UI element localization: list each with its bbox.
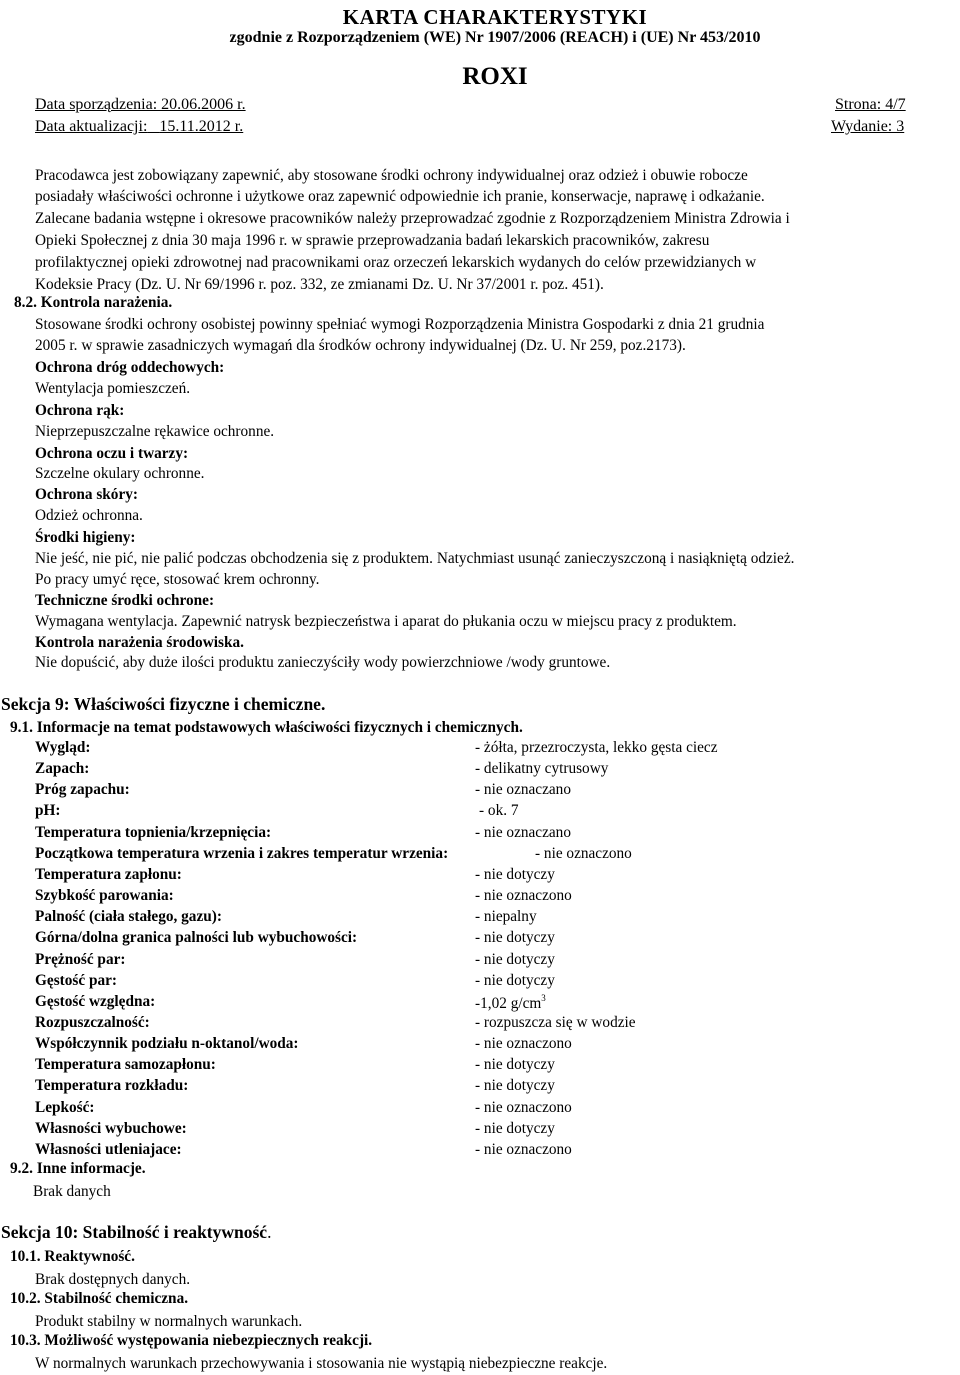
- hygiene-heading: Środki higieny:: [35, 529, 136, 546]
- created-date: Data sporządzenia: 20.06.2006 r.: [35, 96, 246, 113]
- section-9-2-text: Brak danych: [33, 1183, 111, 1200]
- property-label: Górna/dolna granica palności lub wybuchowości:: [35, 929, 358, 946]
- property-label: Palność (ciała stałego, gazu):: [35, 908, 222, 925]
- property-value: [535, 845, 632, 863]
- property-label: Temperatura topnienia/krzepnięcia:: [35, 824, 272, 841]
- control-text-1: Stosowane środki ochrony osobistej powinny spełniać wymogi Rozporządzenia Ministra Gospodarki z dnia 21 grudnia: [35, 316, 765, 333]
- hands-heading: Ochrona rąk:: [35, 402, 125, 419]
- updated-label: Data aktualizacji:: [35, 118, 148, 135]
- property-value-text: - nie dotyczy: [475, 951, 555, 968]
- eyes-heading: Ochrona oczu i twarzy:: [35, 445, 189, 462]
- property-value-text: - nie dotyczy: [475, 972, 555, 989]
- property-label: Temperatura zapłonu:: [35, 866, 182, 883]
- section-10-2-text: Produkt stabilny w normalnych warunkach.: [35, 1313, 303, 1330]
- property-value: [475, 760, 608, 778]
- intro-line-3: Zalecane badania wstępne i okresowe pracowników należy przeprowadzać zgodnie z Rozporządzeniem Ministra Zdrowia i: [35, 210, 790, 227]
- property-value-text: - nie dotyczy: [475, 1077, 555, 1094]
- property-value: [475, 1141, 572, 1159]
- property-value-text: - nie oznaczano: [475, 781, 571, 798]
- section-10-3-heading: 10.3. Możliwość występowania niebezpiecznych reakcji.: [10, 1332, 373, 1349]
- document-title: KARTA CHARAKTERYSTYKI: [342, 5, 648, 29]
- property-value: [475, 887, 572, 905]
- hygiene-text-1: Nie jeść, nie pić, nie palić podczas obchodzenia się z produktem. Natychmiast usunąć zanieczyszczoną i nasiąkniętą odzież.: [35, 550, 795, 567]
- section-10-1-heading: 10.1. Reaktywność.: [10, 1248, 135, 1265]
- property-value-text: - nie dotyczy: [475, 1056, 555, 1073]
- property-value-text: - nie dotyczy: [475, 929, 555, 946]
- respiratory-heading: Ochrona dróg oddechowych:: [35, 359, 225, 376]
- property-label: Wygląd:: [35, 739, 91, 756]
- property-value-text: - nie oznaczono: [475, 1141, 572, 1158]
- property-value: [475, 993, 546, 1013]
- skin-heading: Ochrona skóry:: [35, 486, 138, 503]
- technical-text: Wymagana wentylacja. Zapewnić natrysk bezpieczeństwa i aparat do płukania oczu w miejscu pracy z produktem.: [35, 613, 737, 630]
- property-label: Własności utleniajace:: [35, 1141, 182, 1158]
- product-name: ROXI: [462, 63, 528, 90]
- property-label: Lepkość:: [35, 1099, 95, 1116]
- property-value: [475, 951, 555, 969]
- property-label: Rozpuszczalność:: [35, 1014, 150, 1031]
- property-label: pH:: [35, 802, 61, 819]
- property-value-text: - niepalny: [475, 908, 537, 925]
- property-value: [475, 1120, 555, 1138]
- property-value: [475, 1099, 572, 1117]
- property-value-text: - żółta, przezroczysta, lekko gęsta ciecz: [475, 739, 718, 756]
- skin-text: Odzież ochronna.: [35, 507, 143, 524]
- section-10-3-text: W normalnych warunkach przechowywania i stosowania nie wystąpią niebezpieczne reakcje.: [35, 1355, 608, 1372]
- page-number: Strona: 4/7: [835, 96, 906, 113]
- property-label: Prężność par:: [35, 951, 126, 968]
- respiratory-text: Wentylacja pomieszczeń.: [35, 380, 191, 397]
- section-10-heading: [1, 1222, 271, 1243]
- section-10-1-text: Brak dostępnych danych.: [35, 1271, 191, 1288]
- edition-number: Wydanie: 3: [831, 118, 905, 135]
- property-label: Gęstość par:: [35, 972, 117, 989]
- property-value: [475, 1014, 636, 1032]
- property-value-text: - nie dotyczy: [475, 1120, 555, 1137]
- property-value-text: - nie oznaczano: [475, 824, 571, 841]
- updated-value: 15.11.2012 r.: [159, 118, 244, 135]
- intro-line-2: posiadały właściwości ochronne i użytkowe oraz zapewnić odpowiednie ich pranie, konserwacje, naprawę i odkażanie.: [35, 188, 765, 205]
- intro-line-4: Opieki Społecznej z dnia 30 maja 1996 r. w sprawie przeprowadzania badań lekarskich pracowników, zakresu: [35, 232, 710, 249]
- property-value-text: - delikatny cytrusowy: [475, 760, 609, 777]
- property-value: [475, 908, 537, 926]
- property-value-text: - nie oznaczono: [475, 1099, 572, 1116]
- property-label: Temperatura rozkładu:: [35, 1077, 189, 1094]
- property-value-text: - ok. 7: [479, 802, 519, 819]
- property-value-text: -1,02 g/cm: [475, 995, 542, 1012]
- section-9-heading: Sekcja 9: Właściwości fizyczne i chemiczne.: [1, 694, 326, 714]
- section-10-title-tail: .: [267, 1222, 272, 1242]
- property-value-text: - nie dotyczy: [475, 866, 555, 883]
- property-value: [475, 972, 555, 990]
- eyes-text: Szczelne okulary ochronne.: [35, 465, 205, 482]
- section-9-1-heading: 9.1. Informacje na temat podstawowych właściwości fizycznych i chemicznych.: [10, 719, 523, 736]
- property-label: Współczynnik podziału n-oktanol/woda:: [35, 1035, 299, 1052]
- property-value: [475, 1056, 555, 1074]
- control-heading: 8.2. Kontrola narażenia.: [14, 294, 173, 311]
- property-value-superscript: 3: [541, 993, 546, 1003]
- section-9-2-heading: 9.2. Inne informacje.: [10, 1160, 146, 1177]
- property-value: [475, 929, 555, 947]
- env-text: Nie dopuścić, aby duże ilości produktu zanieczyściły wody powierzchniowe /wody gruntowe.: [35, 654, 611, 671]
- property-label: Zapach:: [35, 760, 90, 777]
- property-value: [479, 802, 519, 820]
- property-value-text: - nie oznaczono: [535, 845, 632, 862]
- property-label: Początkowa temperatura wrzenia i zakres temperatur wrzenia:: [35, 845, 449, 862]
- property-value-text: - rozpuszcza się w wodzie: [475, 1014, 636, 1031]
- intro-line-5: profilaktycznej opieki zdrowotnej nad pracownikami oraz orzeczeń lekarskich wydanych do celów przewidzianych w: [35, 254, 757, 271]
- hygiene-text-2: Po pracy umyć ręce, stosować krem ochronny.: [35, 571, 320, 588]
- technical-heading: Techniczne środki ochrone:: [35, 592, 215, 609]
- property-label: Próg zapachu:: [35, 781, 130, 798]
- intro-line-6: Kodeksie Pracy (Dz. U. Nr 69/1996 r. poz. 332, ze zmianami Dz. U. Nr 37/2001 r. poz. 451).: [35, 276, 604, 293]
- updated-date: [35, 118, 243, 136]
- property-value-text: - nie oznaczono: [475, 887, 572, 904]
- hands-text: Nieprzepuszczalne rękawice ochronne.: [35, 423, 275, 440]
- property-value: [475, 739, 718, 757]
- property-label: Temperatura samozapłonu:: [35, 1056, 216, 1073]
- property-value: [475, 824, 571, 842]
- property-label: Szybkość parowania:: [35, 887, 174, 904]
- property-value-text: - nie oznaczono: [475, 1035, 572, 1052]
- property-label: Własności wybuchowe:: [35, 1120, 187, 1137]
- property-value: [475, 1035, 572, 1053]
- section-10-title: Sekcja 10: Stabilność i reaktywność: [1, 1222, 268, 1242]
- property-label: Gęstość względna:: [35, 993, 156, 1010]
- control-text-2: 2005 r. w sprawie zasadniczych wymagań dla środków ochrony indywidualnej (Dz. U. Nr 259, poz.2173).: [35, 337, 686, 354]
- property-value: [475, 866, 555, 884]
- property-value: [475, 1077, 555, 1095]
- regulation-subtitle: zgodnie z Rozporządzeniem (WE) Nr 1907/2006 (REACH) i (UE) Nr 453/2010: [229, 29, 761, 46]
- env-heading: Kontrola narażenia środowiska.: [35, 634, 244, 651]
- intro-line-1: Pracodawca jest zobowiązany zapewnić, aby stosowane środki ochrony indywidualnej oraz odzież i obuwie robocze: [35, 167, 748, 184]
- section-10-2-heading: 10.2. Stabilność chemiczna.: [10, 1290, 189, 1307]
- property-value: [475, 781, 571, 799]
